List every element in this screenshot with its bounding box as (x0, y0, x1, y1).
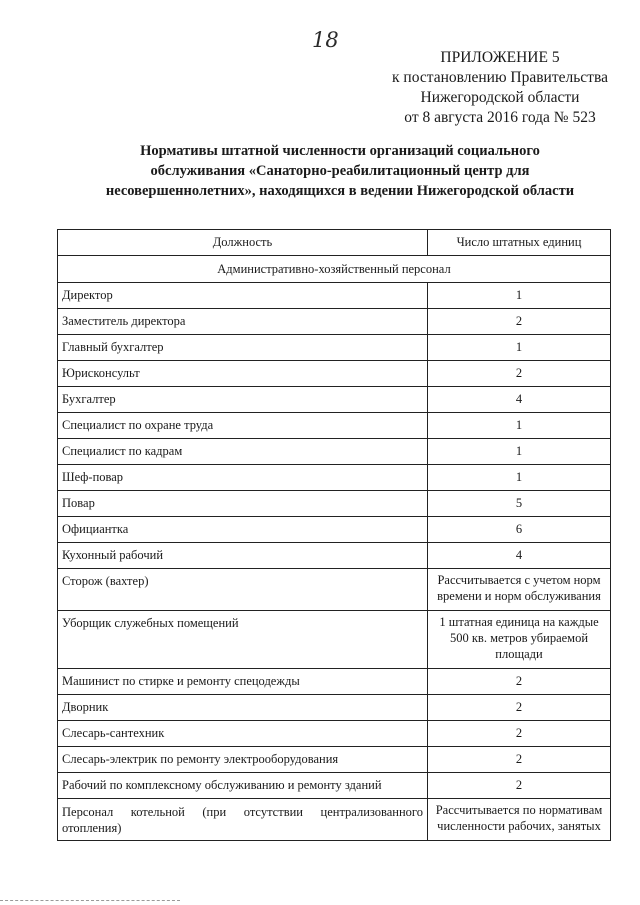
cell-count: 1 (428, 413, 611, 439)
count-line: Рассчитывается по нормативам (435, 803, 603, 817)
cell-count: 1 (428, 465, 611, 491)
table-row (58, 569, 611, 611)
cell-count: 1 (428, 283, 611, 309)
count-line: времени и норм обслуживания (437, 589, 601, 603)
table-header-row (58, 230, 611, 256)
cell-count: 2 (428, 695, 611, 721)
cell-count: 2 (428, 747, 611, 773)
cell-count (428, 569, 611, 611)
appendix-line-2: Нижегородской области (420, 89, 580, 106)
table-row (58, 387, 611, 413)
cell-count: 2 (428, 773, 611, 799)
table-row (58, 335, 611, 361)
cell-count: 6 (428, 517, 611, 543)
title-line-3: несовершеннолетних», находящихся в ведении Нижегородской области (105, 183, 575, 199)
table-row (58, 465, 611, 491)
table-row (58, 799, 611, 841)
appendix-line-3: от 8 августа 2016 года № 523 (404, 109, 596, 126)
table-row (58, 611, 611, 669)
title-line-1: Нормативы штатной численности организаций социального (140, 143, 540, 159)
cell-position: Рабочий по комплексному обслуживанию и ремонту зданий (58, 773, 428, 799)
cell-position: Заместитель директора (58, 309, 428, 335)
cell-position: Официантка (58, 517, 428, 543)
count-line: 500 кв. метров убираемой (449, 631, 589, 645)
cell-count: 1 (428, 439, 611, 465)
appendix-header (360, 48, 640, 128)
table-row (58, 721, 611, 747)
table-row (58, 413, 611, 439)
appendix-line-1: к постановлению Правительства (392, 69, 608, 86)
title-line-2: обслуживания «Санаторно-реабилитационный центр для (150, 163, 530, 179)
cell-position: Директор (58, 283, 428, 309)
table-row (58, 361, 611, 387)
count-line: численности рабочих, занятых (437, 819, 601, 833)
cell-position: Юрисконсульт (58, 361, 428, 387)
page-number: 18 (312, 28, 339, 52)
cell-count: 4 (428, 543, 611, 569)
cell-count (428, 611, 611, 669)
table-row (58, 439, 611, 465)
count-line: 1 штатная единица на каждые (439, 615, 599, 629)
document-title (60, 141, 620, 201)
section-row (58, 256, 611, 283)
cell-position: Кухонный рабочий (58, 543, 428, 569)
table-row (58, 747, 611, 773)
table-row (58, 309, 611, 335)
cell-position: Машинист по стирке и ремонту спецодежды (58, 669, 428, 695)
table-row (58, 773, 611, 799)
table-row (58, 283, 611, 309)
cell-position: Бухгалтер (58, 387, 428, 413)
header-position: Должность (58, 230, 428, 256)
section-title: Административно-хозяйственный персонал (58, 256, 611, 283)
cell-count: 2 (428, 361, 611, 387)
table-row (58, 669, 611, 695)
cell-position: Специалист по кадрам (58, 439, 428, 465)
cell-count: 1 (428, 335, 611, 361)
cell-position: Шеф-повар (58, 465, 428, 491)
staffing-table (57, 229, 611, 841)
cell-position: Сторож (вахтер) (58, 569, 428, 611)
header-count: Число штатных единиц (428, 230, 611, 256)
table-row (58, 695, 611, 721)
cell-position: Слесарь-сантехник (58, 721, 428, 747)
count-line: площади (495, 647, 543, 661)
cell-position: Главный бухгалтер (58, 335, 428, 361)
cell-count: 4 (428, 387, 611, 413)
cell-position: Повар (58, 491, 428, 517)
cell-position: Дворник (58, 695, 428, 721)
cell-count: 2 (428, 721, 611, 747)
cell-position: Специалист по охране труда (58, 413, 428, 439)
position-line: отопления) (62, 820, 122, 835)
cell-position: Слесарь-электрик по ремонту электрооборудования (58, 747, 428, 773)
cell-count: 2 (428, 309, 611, 335)
page-bottom-rule (0, 900, 180, 901)
table-row (58, 491, 611, 517)
table-row (58, 543, 611, 569)
table-row (58, 517, 611, 543)
cell-position (58, 799, 428, 841)
position-line: Персонал котельной (при отсутствии централизованного (62, 804, 423, 819)
appendix-label: ПРИЛОЖЕНИЕ 5 (440, 49, 560, 66)
cell-count: 2 (428, 669, 611, 695)
cell-count: 5 (428, 491, 611, 517)
count-line: Рассчитывается с учетом норм (437, 573, 601, 587)
cell-position: Уборщик служебных помещений (58, 611, 428, 669)
cell-count (428, 799, 611, 841)
